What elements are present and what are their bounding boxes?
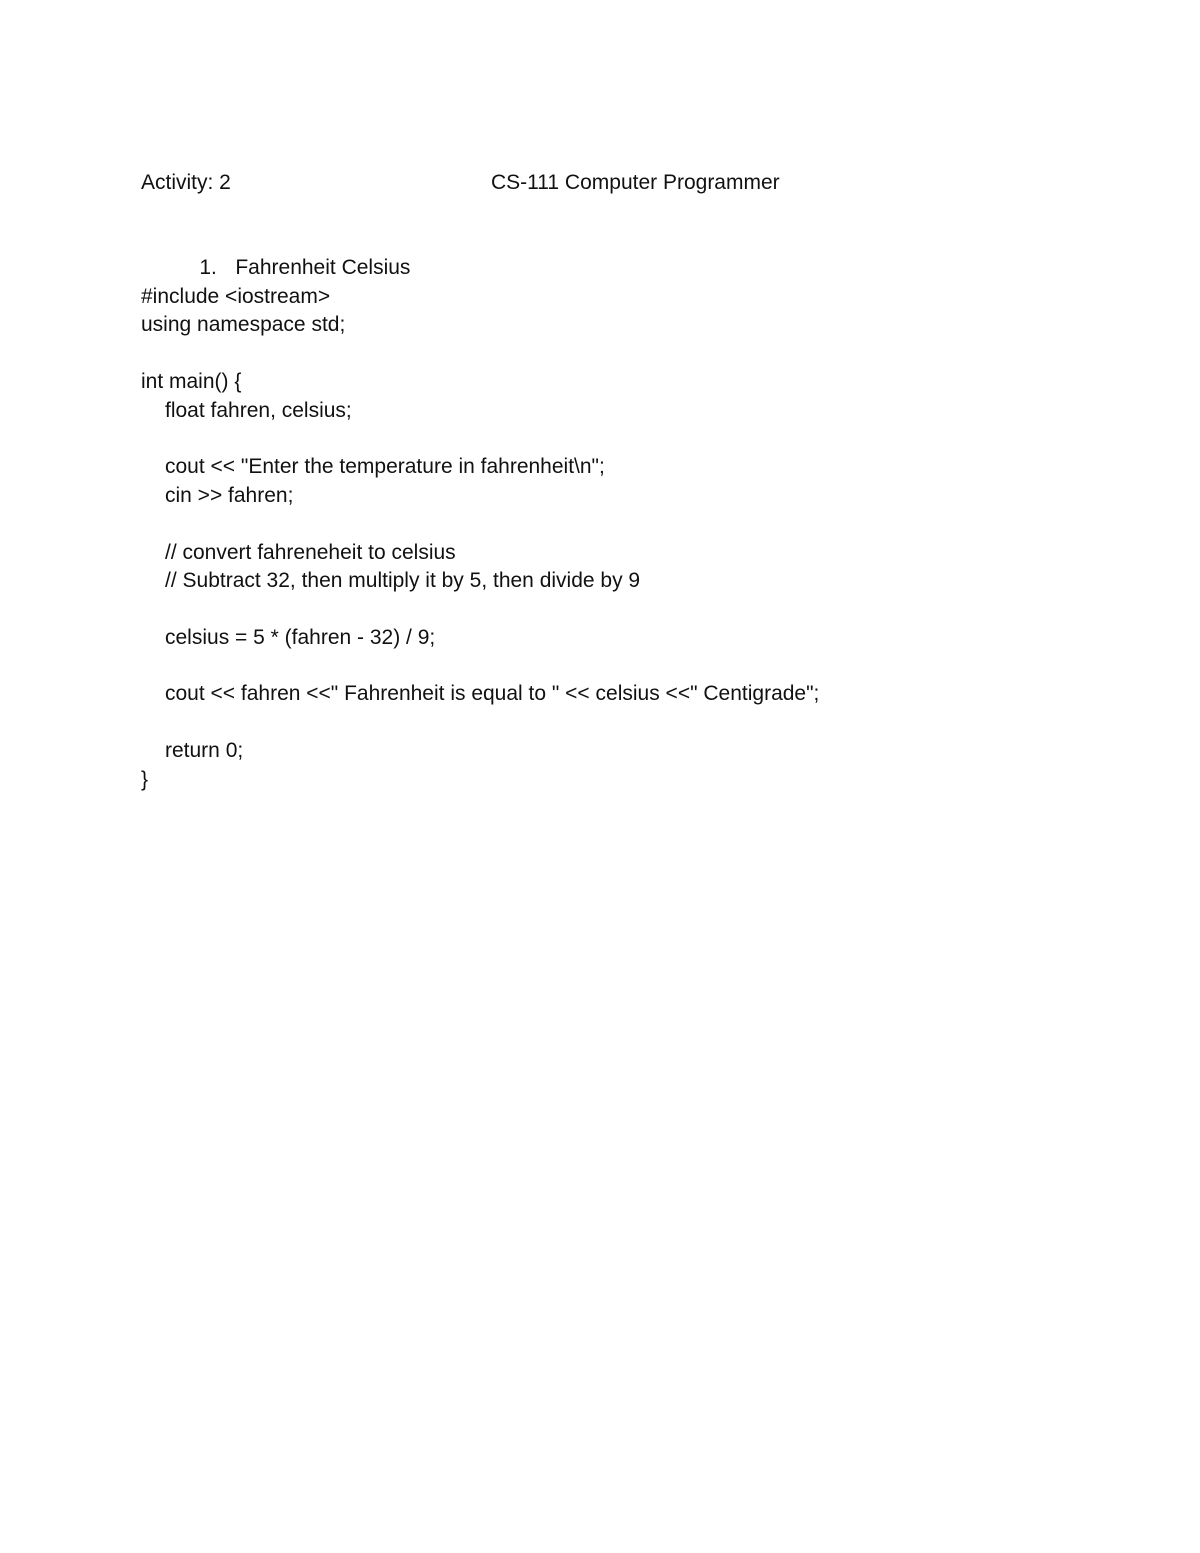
code-line: #include <iostream>: [141, 285, 331, 308]
code-line: [141, 595, 819, 623]
code-line: using namespace std;: [141, 313, 346, 337]
code-line: int main() {: [141, 370, 242, 394]
code-line: [141, 425, 819, 453]
code-line: [141, 652, 819, 680]
code-line: [141, 510, 819, 538]
code-line: return 0;: [165, 739, 244, 763]
code-line: cin >> fahren;: [165, 483, 294, 507]
code-comment-line: // convert fahreneheit to celsius: [165, 540, 456, 564]
code-comment-line: // Subtract 32, then multiply it by 5, then divide by 9: [165, 568, 641, 592]
code-line: [141, 340, 819, 368]
code-line: cout << fahren <<" Fahrenheit is equal to " << celsius <<" Centigrade";: [165, 682, 820, 706]
code-line: [141, 709, 819, 737]
activity-label: Activity: 2: [141, 171, 231, 194]
list-title: Fahrenheit Celsius: [235, 256, 411, 279]
code-line: celsius = 5 * (fahren - 32) / 9;: [165, 625, 436, 649]
code-line: cout << "Enter the temperature in fahrenheit\n";: [165, 455, 605, 479]
code-block: [141, 283, 819, 794]
code-line: float fahren, celsius;: [165, 398, 352, 422]
course-title: CS-111 Computer Programmer: [491, 171, 780, 194]
code-line: }: [141, 767, 149, 791]
list-number: 1.: [199, 256, 217, 279]
